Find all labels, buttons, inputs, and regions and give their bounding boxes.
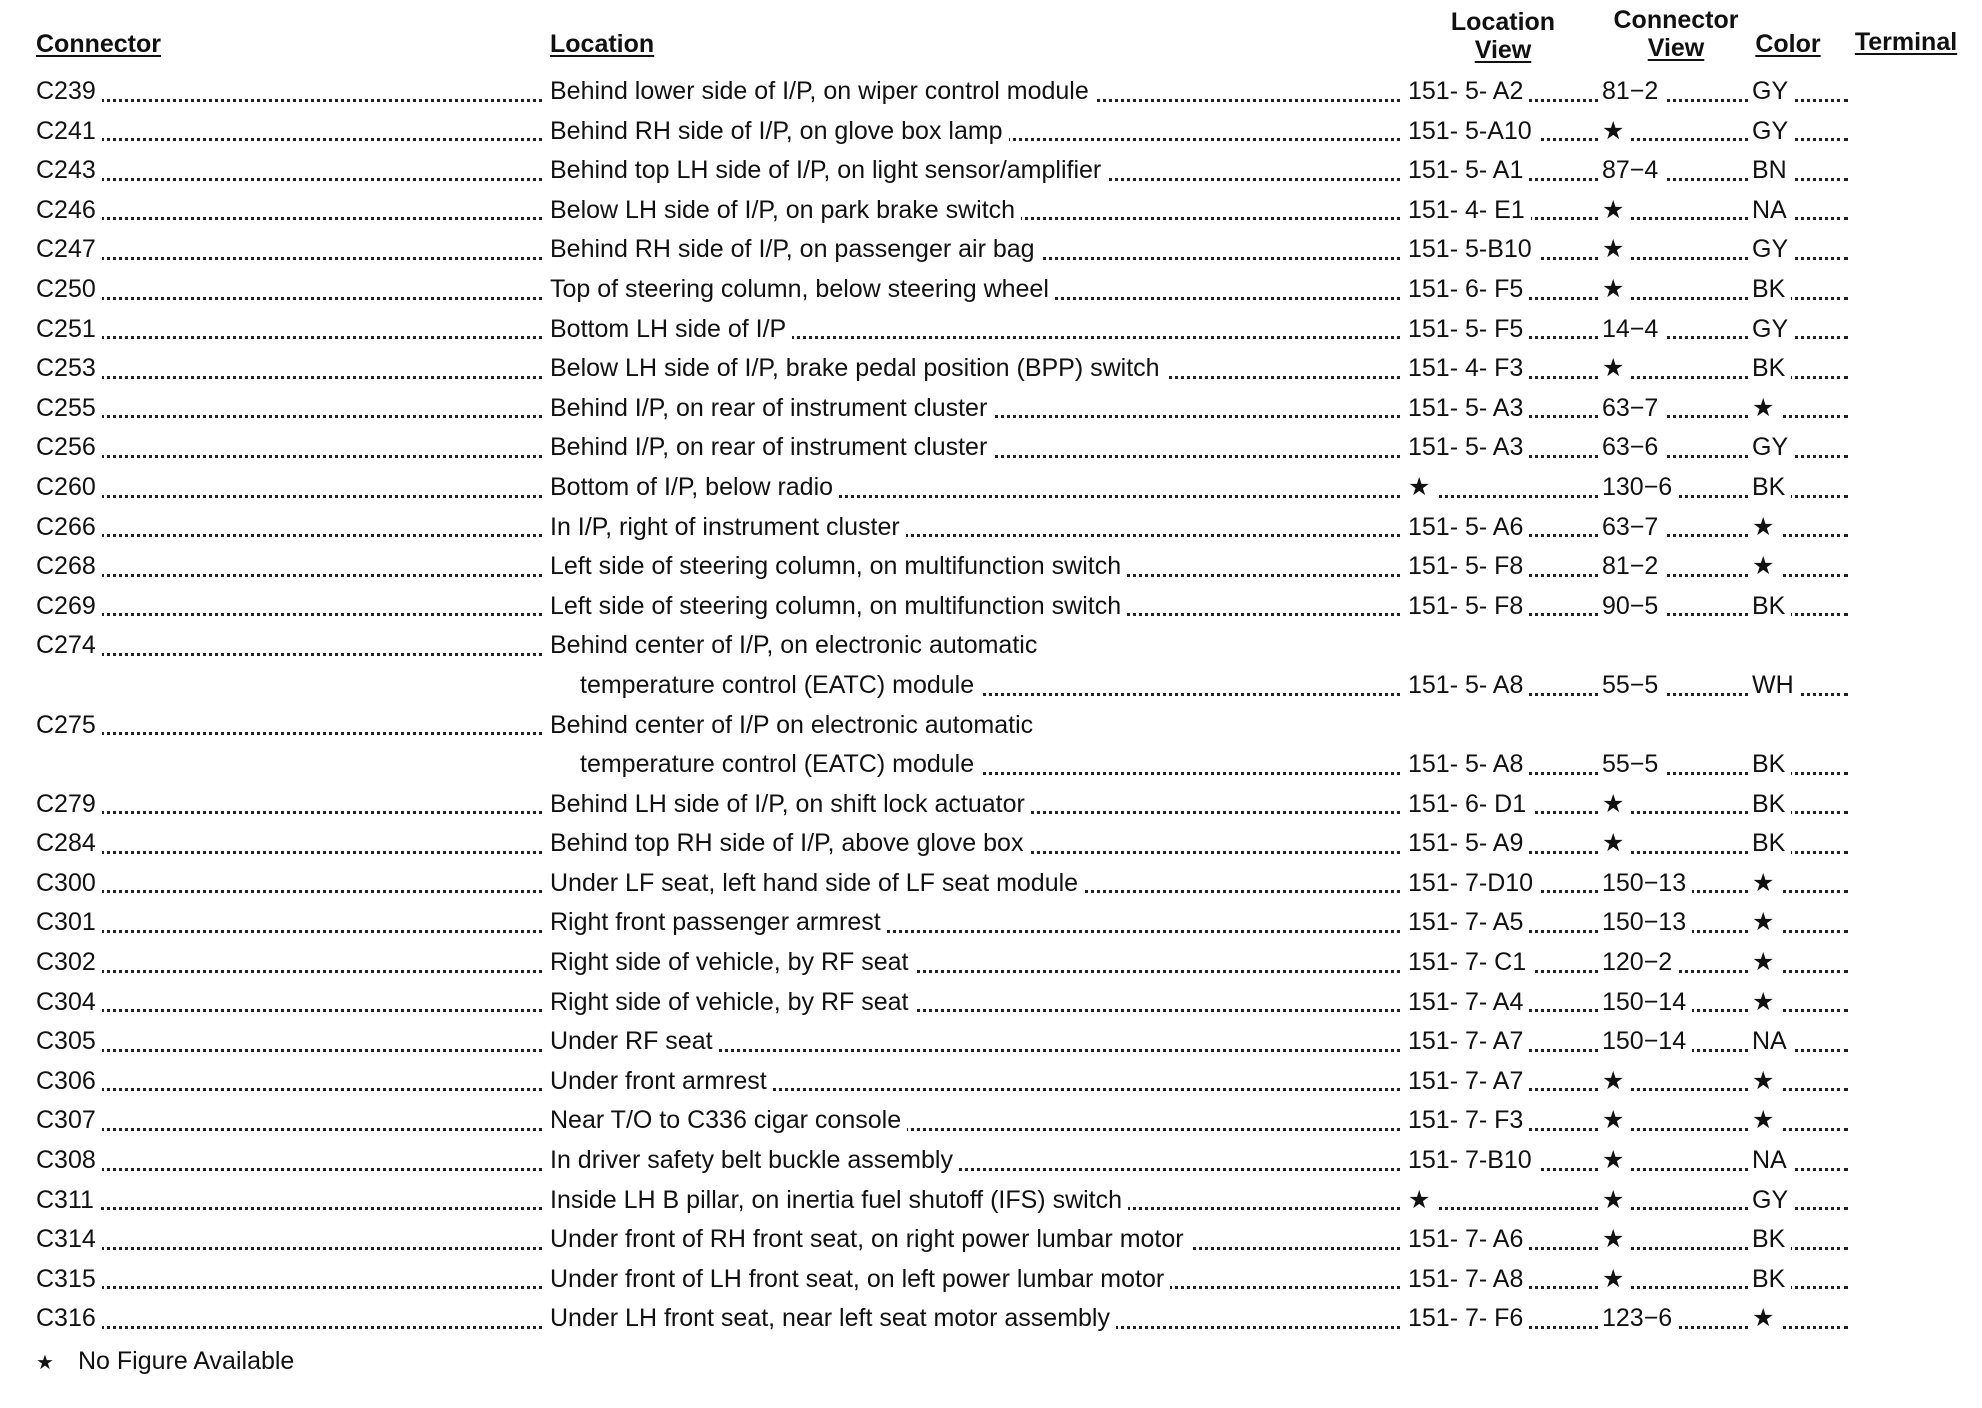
wire-color: ★ [1752, 983, 1852, 1023]
connector-view: 63−7 [1602, 508, 1752, 548]
table-row [36, 587, 1976, 627]
connector-view: ★ [1602, 191, 1752, 231]
location-text: Under front armrest [550, 1062, 1408, 1102]
wire-color: GY [1752, 310, 1852, 350]
dot-leader [36, 415, 542, 418]
connector-view: ★ [1602, 230, 1752, 270]
location-text: Under LF seat, left hand side of LF seat module [550, 864, 1408, 904]
connector-id: C307 [36, 1101, 550, 1141]
location-text: Behind center of I/P on electronic automatic temperature control (EATC) module [550, 706, 1408, 785]
location-text: Behind RH side of I/P, on glove box lamp [550, 112, 1408, 152]
wire-color: GY [1752, 112, 1852, 152]
wire-color: ★ [1752, 903, 1852, 943]
dot-leader [36, 534, 542, 537]
location-view: 151- 7- A6 [1408, 1220, 1602, 1260]
connector-view: ★ [1602, 785, 1752, 825]
wire-color: GY [1752, 230, 1852, 270]
wire-color: ★ [1752, 1299, 1852, 1339]
table-row [36, 1141, 1976, 1181]
connector-view: 63−6 [1602, 428, 1752, 468]
table-row [36, 1062, 1976, 1102]
location-text: Under LH front seat, near left seat motor assembly [550, 1299, 1408, 1339]
table-row [36, 468, 1976, 508]
connector-view: ★ [1602, 112, 1752, 152]
location-text: Top of steering column, below steering wheel [550, 270, 1408, 310]
table-row [36, 270, 1976, 310]
connector-id: C255 [36, 389, 550, 429]
location-view: 151- 5-A10 [1408, 112, 1602, 152]
location-view: 151- 7- F3 [1408, 1101, 1602, 1141]
location-view: 151- 5- A1 [1408, 151, 1602, 191]
table-row [36, 943, 1976, 983]
location-view: 151- 5- A8 [1408, 666, 1602, 706]
dot-leader [1408, 495, 1598, 498]
location-view: 151- 5- F8 [1408, 587, 1602, 627]
table-row [36, 389, 1976, 429]
location-view: 151- 5- A8 [1408, 745, 1602, 785]
connector-view: 150−14 [1602, 1022, 1752, 1062]
wire-color: BK [1752, 745, 1852, 785]
connector-view: 55−5 [1602, 745, 1752, 785]
connector-view: 55−5 [1602, 666, 1752, 706]
dot-leader [36, 1286, 542, 1289]
location-text: Behind I/P, on rear of instrument cluster [550, 389, 1408, 429]
location-view: 151- 4- E1 [1408, 191, 1602, 231]
wire-color: ★ [1752, 547, 1852, 587]
dot-leader [36, 1168, 542, 1171]
table-row [36, 310, 1976, 350]
location-view: 151- 5-B10 [1408, 230, 1602, 270]
footnote-text: No Figure Available [78, 1347, 295, 1375]
wire-color: NA [1752, 191, 1852, 231]
location-text: Behind center of I/P, on electronic automatic temperature control (EATC) module [550, 626, 1408, 705]
wire-color: GY [1752, 1181, 1852, 1221]
connector-view: 81−2 [1602, 547, 1752, 587]
dot-leader [36, 1009, 542, 1012]
table-row [36, 1299, 1976, 1339]
connector-view: 63−7 [1602, 389, 1752, 429]
header-color: Color [1755, 30, 1821, 58]
table-row [36, 785, 1976, 825]
table-row [36, 824, 1976, 864]
dot-leader [36, 574, 542, 577]
connector-view: ★ [1602, 1220, 1752, 1260]
wire-color: BK [1752, 1220, 1852, 1260]
dot-leader [36, 890, 542, 893]
location-view: 151- 5- A2 [1408, 72, 1602, 112]
location-view: 151- 7- A4 [1408, 983, 1602, 1023]
wire-color: WH [1752, 666, 1852, 706]
location-view: 151- 5- A6 [1408, 508, 1602, 548]
table-row [36, 112, 1976, 152]
connector-view: 150−13 [1602, 903, 1752, 943]
location-view: 151- 4- F3 [1408, 349, 1602, 389]
dot-leader [36, 732, 542, 735]
location-view: 151- 7- A7 [1408, 1022, 1602, 1062]
location-text: Behind RH side of I/P, on passenger air bag [550, 230, 1408, 270]
connector-view: 130−6 [1602, 468, 1752, 508]
dot-leader [36, 1128, 542, 1131]
connector-view: ★ [1602, 349, 1752, 389]
location-view: 151- 6- D1 [1408, 785, 1602, 825]
header-terminal: Terminal [1854, 28, 1958, 56]
connector-view: 120−2 [1602, 943, 1752, 983]
connector-id: C250 [36, 270, 550, 310]
dot-leader [36, 495, 542, 498]
connector-id: C301 [36, 903, 550, 943]
location-text: Bottom LH side of I/P [550, 310, 1408, 350]
table-row [36, 864, 1976, 904]
table-row [36, 508, 1976, 548]
wire-color: ★ [1752, 389, 1852, 429]
dot-leader [36, 336, 542, 339]
footnote [36, 1346, 294, 1378]
wire-color: NA [1752, 1022, 1852, 1062]
dot-leader [36, 1247, 542, 1250]
connector-view: ★ [1602, 1101, 1752, 1141]
connector-id: C306 [36, 1062, 550, 1102]
connector-id: C316 [36, 1299, 550, 1339]
dot-leader [36, 930, 542, 933]
location-text: Under front of RH front seat, on right power lumbar motor [550, 1220, 1408, 1260]
location-view: 151- 6- F5 [1408, 270, 1602, 310]
wire-color: ★ [1752, 1101, 1852, 1141]
wire-color: NA [1752, 1141, 1852, 1181]
wire-color: BK [1752, 587, 1852, 627]
location-view: 151- 7- A5 [1408, 903, 1602, 943]
dot-leader [36, 455, 542, 458]
header-location-view: Location View [1450, 8, 1556, 64]
connector-id: C256 [36, 428, 550, 468]
table-row [36, 230, 1976, 270]
connector-id: C268 [36, 547, 550, 587]
location-view: 151- 5- A3 [1408, 428, 1602, 468]
dot-leader [36, 970, 542, 973]
location-view: ★ [1408, 468, 1602, 508]
table-row [36, 1101, 1976, 1141]
table-row [36, 1260, 1976, 1300]
location-text: Under RF seat [550, 1022, 1408, 1062]
location-view: 151- 7- A8 [1408, 1260, 1602, 1300]
dot-leader [36, 138, 542, 141]
dot-leader [36, 257, 542, 260]
connector-id: C246 [36, 191, 550, 231]
table-row [36, 72, 1976, 112]
location-text: Behind top RH side of I/P, above glove box [550, 824, 1408, 864]
location-text: Right front passenger armrest [550, 903, 1408, 943]
wire-color: BK [1752, 270, 1852, 310]
location-view: ★ [1408, 1181, 1602, 1221]
table-row [36, 191, 1976, 231]
dot-leader [36, 1049, 542, 1052]
wire-color: BK [1752, 824, 1852, 864]
connector-id: C269 [36, 587, 550, 627]
wire-color: GY [1752, 428, 1852, 468]
location-view: 151- 5- F8 [1408, 547, 1602, 587]
wire-color: BN [1752, 151, 1852, 191]
location-text: Near T/O to C336 cigar console [550, 1101, 1408, 1141]
dot-leader [36, 1207, 542, 1210]
dot-leader [36, 178, 542, 181]
connector-id: C275 [36, 706, 550, 746]
dot-leader [36, 1088, 542, 1091]
wire-color: ★ [1752, 508, 1852, 548]
connector-id: C302 [36, 943, 550, 983]
connector-id: C305 [36, 1022, 550, 1062]
location-text: Behind top LH side of I/P, on light sensor/amplifier [550, 151, 1408, 191]
table-row [36, 1022, 1976, 1062]
connector-view: ★ [1602, 1260, 1752, 1300]
location-view: 151- 7-B10 [1408, 1141, 1602, 1181]
dot-leader [1408, 1207, 1598, 1210]
wire-color: BK [1752, 349, 1852, 389]
connector-view: 123−6 [1602, 1299, 1752, 1339]
connector-view: 14−4 [1602, 310, 1752, 350]
dot-leader [36, 1326, 542, 1329]
header-connector: Connector [36, 30, 161, 58]
location-text: In I/P, right of instrument cluster [550, 508, 1408, 548]
location-text: Left side of steering column, on multifunction switch [550, 547, 1408, 587]
connector-id: C300 [36, 864, 550, 904]
wire-color: GY [1752, 72, 1852, 112]
connector-view: 81−2 [1602, 72, 1752, 112]
dot-leader [36, 99, 542, 102]
connector-id: C308 [36, 1141, 550, 1181]
wire-color: ★ [1752, 1062, 1852, 1102]
table-row [36, 1220, 1976, 1260]
connector-view: ★ [1602, 270, 1752, 310]
location-text: Inside LH B pillar, on inertia fuel shutoff (IFS) switch [550, 1181, 1408, 1221]
table-row [36, 151, 1976, 191]
location-view: 151- 5- A9 [1408, 824, 1602, 864]
dot-leader [36, 613, 542, 616]
location-text: Behind I/P, on rear of instrument cluster [550, 428, 1408, 468]
header-location: Location [550, 30, 655, 58]
connector-view: 87−4 [1602, 151, 1752, 191]
table-row [36, 706, 1976, 785]
location-text: Below LH side of I/P, brake pedal position (BPP) switch [550, 349, 1408, 389]
dot-leader [36, 653, 542, 656]
connector-id: C279 [36, 785, 550, 825]
location-text: Behind lower side of I/P, on wiper control module [550, 72, 1408, 112]
location-view: 151- 7- A7 [1408, 1062, 1602, 1102]
dot-leader [36, 811, 542, 814]
location-text: Right side of vehicle, by RF seat [550, 943, 1408, 983]
connector-id: C304 [36, 983, 550, 1023]
wire-color: BK [1752, 785, 1852, 825]
dot-leader [36, 297, 542, 300]
connector-view: 150−13 [1602, 864, 1752, 904]
connector-id: C284 [36, 824, 550, 864]
location-text: Under front of LH front seat, on left power lumbar motor [550, 1260, 1408, 1300]
table-row [36, 547, 1976, 587]
connector-id: C260 [36, 468, 550, 508]
location-text: Behind LH side of I/P, on shift lock actuator [550, 785, 1408, 825]
connector-id: C239 [36, 72, 550, 112]
connector-id: C266 [36, 508, 550, 548]
connector-view: ★ [1602, 1141, 1752, 1181]
dot-leader [36, 217, 542, 220]
location-text: Left side of steering column, on multifunction switch [550, 587, 1408, 627]
table-row [36, 349, 1976, 389]
connector-id: C274 [36, 626, 550, 666]
location-view: 151- 7- F6 [1408, 1299, 1602, 1339]
connector-view: ★ [1602, 1062, 1752, 1102]
connector-view: 150−14 [1602, 983, 1752, 1023]
wire-color: BK [1752, 1260, 1852, 1300]
wire-color: ★ [1752, 943, 1852, 983]
location-view: 151- 5- A3 [1408, 389, 1602, 429]
location-text: Below LH side of I/P, on park brake switch [550, 191, 1408, 231]
star-icon: ★ [36, 1352, 54, 1374]
table-row [36, 428, 1976, 468]
dot-leader [36, 376, 542, 379]
connector-id: C247 [36, 230, 550, 270]
location-text: In driver safety belt buckle assembly [550, 1141, 1408, 1181]
table-row [36, 626, 1976, 705]
table-row [36, 983, 1976, 1023]
connector-view: ★ [1602, 1181, 1752, 1221]
wire-color: BK [1752, 468, 1852, 508]
connector-id: C311 [36, 1181, 550, 1221]
location-text: Bottom of I/P, below radio [550, 468, 1408, 508]
header-connector-view: Connector View [1613, 6, 1739, 62]
connector-id: C253 [36, 349, 550, 389]
location-text: Right side of vehicle, by RF seat [550, 983, 1408, 1023]
connector-id: C243 [36, 151, 550, 191]
connector-id: C241 [36, 112, 550, 152]
connector-view: ★ [1602, 824, 1752, 864]
table-row [36, 1181, 1976, 1221]
connector-id: C314 [36, 1220, 550, 1260]
table-body [36, 72, 1976, 1339]
table-row [36, 903, 1976, 943]
wire-color: ★ [1752, 864, 1852, 904]
connector-id: C315 [36, 1260, 550, 1300]
location-view: 151- 5- F5 [1408, 310, 1602, 350]
dot-leader [36, 851, 542, 854]
location-view: 151- 7-D10 [1408, 864, 1602, 904]
location-view: 151- 7- C1 [1408, 943, 1602, 983]
connector-id: C251 [36, 310, 550, 350]
connector-view: 90−5 [1602, 587, 1752, 627]
